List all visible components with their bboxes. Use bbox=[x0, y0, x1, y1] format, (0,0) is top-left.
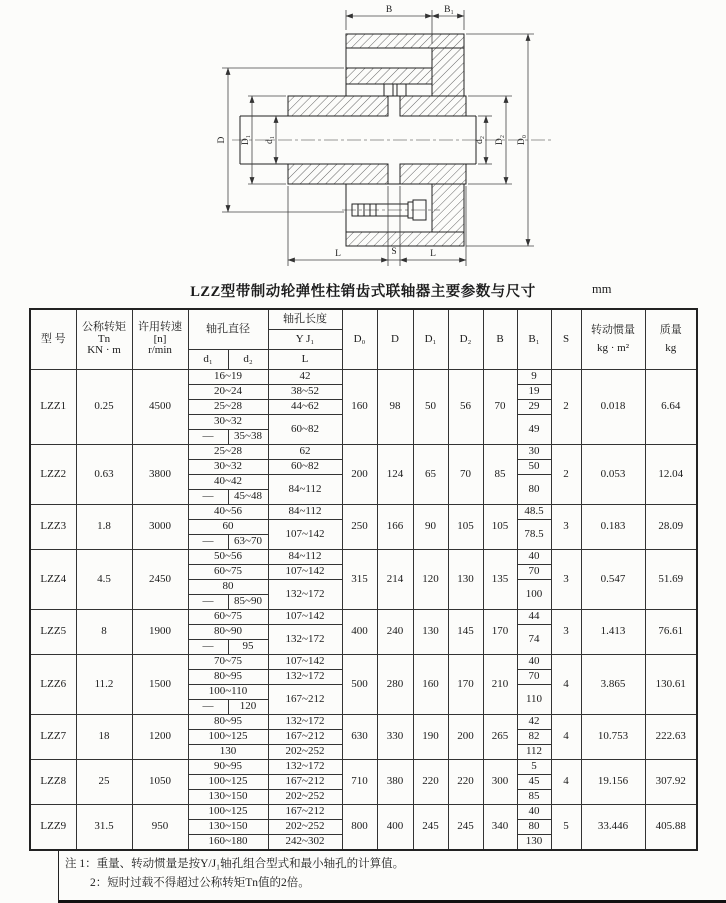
cell-model: LZZ9 bbox=[30, 805, 76, 851]
cell-D0: 800 bbox=[342, 805, 377, 851]
page-title: LZZ型带制动轮弹性柱销齿式联轴器主要参数与尺寸 bbox=[190, 284, 536, 300]
cell-mass: 51.69 bbox=[645, 550, 697, 610]
cell-bore-d: 80~95 bbox=[188, 670, 268, 685]
cell-B: 105 bbox=[483, 505, 517, 550]
cell-D2: 245 bbox=[448, 805, 483, 851]
cell-torque: 1.8 bbox=[76, 505, 132, 550]
cell-torque: 0.25 bbox=[76, 370, 132, 445]
cell-D2: 145 bbox=[448, 610, 483, 655]
cell-torque: 4.5 bbox=[76, 550, 132, 610]
cell-torque: 31.5 bbox=[76, 805, 132, 851]
cell-D: 330 bbox=[377, 715, 413, 760]
cell-D1: 50 bbox=[413, 370, 448, 445]
cell-D2: 56 bbox=[448, 370, 483, 445]
cell-D0: 710 bbox=[342, 760, 377, 805]
header-line: kg bbox=[665, 341, 677, 354]
cell-inertia: 1.413 bbox=[581, 610, 645, 655]
cell-speed: 1500 bbox=[132, 655, 188, 715]
dim-label-D1: D₁ bbox=[241, 134, 251, 146]
cell-B1: 29 bbox=[517, 400, 551, 415]
cell-model: LZZ2 bbox=[30, 445, 76, 505]
cell-bore-d: 60~75 bbox=[188, 565, 268, 580]
cell-B: 265 bbox=[483, 715, 517, 760]
cell-speed: 1200 bbox=[132, 715, 188, 760]
cell-B1: 85 bbox=[517, 790, 551, 805]
dim-label-D: D bbox=[217, 136, 227, 144]
cell-bore-d: 30~32 bbox=[188, 415, 268, 430]
cell-bore-d: 80 bbox=[188, 580, 268, 595]
dim-label-L-right: L bbox=[430, 249, 436, 259]
cell-bore-L: 167~212 bbox=[268, 775, 342, 790]
cell-bore-L: 38~52 bbox=[268, 385, 342, 400]
table-row bbox=[30, 445, 697, 460]
cell-bore-d: 60~75 bbox=[188, 610, 268, 625]
col-header-d1: d₁ bbox=[188, 350, 228, 370]
cell-bore-L: 167~212 bbox=[268, 685, 342, 715]
cell-bore-L: 132~172 bbox=[268, 580, 342, 610]
cell-B1: 44 bbox=[517, 610, 551, 625]
cell-B1: 49 bbox=[517, 415, 551, 445]
cell-model: LZZ6 bbox=[30, 655, 76, 715]
cell-D0: 160 bbox=[342, 370, 377, 445]
cell-mass: 28.09 bbox=[645, 505, 697, 550]
cell-torque: 18 bbox=[76, 715, 132, 760]
cell-inertia: 10.753 bbox=[581, 715, 645, 760]
cell-model: LZZ8 bbox=[30, 760, 76, 805]
cell-bore-d: 30~32 bbox=[188, 460, 268, 475]
col-header-inertia bbox=[581, 309, 645, 370]
table-row bbox=[30, 655, 697, 670]
cell-bore-d: 16~19 bbox=[188, 370, 268, 385]
cell-bore-L: 107~142 bbox=[268, 655, 342, 670]
cell-bore-d1: — bbox=[188, 535, 228, 550]
cell-bore-d2: 35~38 bbox=[228, 430, 268, 445]
cell-model: LZZ4 bbox=[30, 550, 76, 610]
cell-D1: 130 bbox=[413, 610, 448, 655]
cell-bore-d1: — bbox=[188, 490, 228, 505]
cell-bore-L: 84~112 bbox=[268, 475, 342, 505]
cell-inertia: 0.018 bbox=[581, 370, 645, 445]
cell-B1: 50 bbox=[517, 460, 551, 475]
cell-D2: 220 bbox=[448, 760, 483, 805]
cell-D1: 90 bbox=[413, 505, 448, 550]
col-header-model: 型 号 bbox=[30, 309, 76, 370]
col-header-D0: D₀ bbox=[342, 309, 377, 370]
header-line: 许用转速 bbox=[138, 321, 182, 334]
cell-bore-d2: 45~48 bbox=[228, 490, 268, 505]
cell-D1: 190 bbox=[413, 715, 448, 760]
cell-D2: 200 bbox=[448, 715, 483, 760]
cell-bore-d1: — bbox=[188, 595, 228, 610]
cell-torque: 0.63 bbox=[76, 445, 132, 505]
cell-bore-d: 160~180 bbox=[188, 835, 268, 851]
col-header-D: D bbox=[377, 309, 413, 370]
cell-D: 240 bbox=[377, 610, 413, 655]
cell-bore-d: 40~42 bbox=[188, 475, 268, 490]
cell-speed: 4500 bbox=[132, 370, 188, 445]
cell-inertia: 0.053 bbox=[581, 445, 645, 505]
table-row bbox=[30, 610, 697, 625]
cell-speed: 2450 bbox=[132, 550, 188, 610]
cell-B1: 130 bbox=[517, 835, 551, 851]
col-header-D2: D₂ bbox=[448, 309, 483, 370]
cell-D2: 130 bbox=[448, 550, 483, 610]
col-header-mass bbox=[645, 309, 697, 370]
cell-S: 3 bbox=[551, 550, 581, 610]
cell-speed: 1050 bbox=[132, 760, 188, 805]
cell-bore-L: 107~142 bbox=[268, 520, 342, 550]
cell-model: LZZ7 bbox=[30, 715, 76, 760]
cell-B1: 40 bbox=[517, 805, 551, 820]
cell-bore-d2: 85~90 bbox=[228, 595, 268, 610]
header-line: Tn bbox=[97, 332, 111, 345]
col-header-d2: d₂ bbox=[228, 350, 268, 370]
cell-B: 70 bbox=[483, 370, 517, 445]
cell-bore-L: 60~82 bbox=[268, 415, 342, 445]
col-header-YJ1: Y J₁ bbox=[268, 330, 342, 350]
cell-bore-L: 167~212 bbox=[268, 805, 342, 820]
cell-bore-d: 130~150 bbox=[188, 790, 268, 805]
cell-D0: 630 bbox=[342, 715, 377, 760]
dim-label-B1: B₁ bbox=[444, 5, 454, 15]
header-line: r/min bbox=[148, 344, 172, 357]
cell-D1: 120 bbox=[413, 550, 448, 610]
cell-bore-L: 42 bbox=[268, 370, 342, 385]
cell-S: 2 bbox=[551, 370, 581, 445]
table-row bbox=[30, 805, 697, 820]
table-row bbox=[30, 505, 697, 520]
cell-speed: 3000 bbox=[132, 505, 188, 550]
cell-mass: 307.92 bbox=[645, 760, 697, 805]
cell-B1: 70 bbox=[517, 565, 551, 580]
cell-D1: 245 bbox=[413, 805, 448, 851]
cell-D0: 315 bbox=[342, 550, 377, 610]
cell-B1: 74 bbox=[517, 625, 551, 655]
footnote-2: 2：短时过载不得超过公称转矩Tn值的2倍。 bbox=[90, 876, 310, 889]
cell-B: 135 bbox=[483, 550, 517, 610]
cell-bore-d: 80~95 bbox=[188, 715, 268, 730]
cell-D1: 65 bbox=[413, 445, 448, 505]
cell-bore-d: 25~28 bbox=[188, 445, 268, 460]
cell-bore-d2: 120 bbox=[228, 700, 268, 715]
cell-mass: 222.63 bbox=[645, 715, 697, 760]
cell-B1: 19 bbox=[517, 385, 551, 400]
cell-B1: 112 bbox=[517, 745, 551, 760]
cell-B: 170 bbox=[483, 610, 517, 655]
cell-bore-d: 70~75 bbox=[188, 655, 268, 670]
col-header-B: B bbox=[483, 309, 517, 370]
cell-bore-d: 20~24 bbox=[188, 385, 268, 400]
cell-mass: 130.61 bbox=[645, 655, 697, 715]
dim-label-L-left: L bbox=[335, 249, 341, 259]
cell-inertia: 33.446 bbox=[581, 805, 645, 851]
cell-bore-L: 202~252 bbox=[268, 790, 342, 805]
cell-D0: 250 bbox=[342, 505, 377, 550]
cell-D0: 200 bbox=[342, 445, 377, 505]
cell-S: 4 bbox=[551, 655, 581, 715]
cell-S: 2 bbox=[551, 445, 581, 505]
coupling-drawing bbox=[0, 0, 726, 280]
cell-mass: 76.61 bbox=[645, 610, 697, 655]
cell-bore-L: 202~252 bbox=[268, 820, 342, 835]
dim-label-D0: D₀ bbox=[517, 134, 527, 146]
cell-inertia: 3.865 bbox=[581, 655, 645, 715]
center-lines bbox=[232, 140, 552, 210]
cell-B1: 40 bbox=[517, 550, 551, 565]
cell-B1: 9 bbox=[517, 370, 551, 385]
table-row bbox=[30, 760, 697, 775]
cell-D: 400 bbox=[377, 805, 413, 851]
cell-mass: 6.64 bbox=[645, 370, 697, 445]
col-header-S: S bbox=[551, 309, 581, 370]
cell-bore-L: 107~142 bbox=[268, 610, 342, 625]
cell-torque: 11.2 bbox=[76, 655, 132, 715]
table-row bbox=[30, 370, 697, 385]
cell-D2: 70 bbox=[448, 445, 483, 505]
cell-torque: 8 bbox=[76, 610, 132, 655]
cell-mass: 12.04 bbox=[645, 445, 697, 505]
col-header-D1: D₁ bbox=[413, 309, 448, 370]
cell-mass: 405.88 bbox=[645, 805, 697, 851]
footnote-1: 注 1：重量、转动惯量是按Y/J₁轴孔组合型式和最小轴孔的计算值。 bbox=[65, 858, 405, 870]
cell-bore-L: 167~212 bbox=[268, 730, 342, 745]
col-header-speed bbox=[132, 309, 188, 370]
cell-B: 210 bbox=[483, 655, 517, 715]
cell-D0: 400 bbox=[342, 610, 377, 655]
cell-model: LZZ3 bbox=[30, 505, 76, 550]
cell-S: 5 bbox=[551, 805, 581, 851]
cell-D2: 170 bbox=[448, 655, 483, 715]
cell-bore-L: 60~82 bbox=[268, 460, 342, 475]
dim-label-d1: d₁ bbox=[265, 135, 275, 145]
cell-bore-L: 132~172 bbox=[268, 625, 342, 655]
header-line: [n] bbox=[153, 332, 167, 345]
cell-bore-d: 80~90 bbox=[188, 625, 268, 640]
cell-B1: 100 bbox=[517, 580, 551, 610]
header-line: 质量 bbox=[659, 323, 682, 336]
col-header-bore-dia: 轴孔直径 bbox=[188, 309, 268, 350]
cell-speed: 950 bbox=[132, 805, 188, 851]
cell-B1: 40 bbox=[517, 655, 551, 670]
col-header-B1: B₁ bbox=[517, 309, 551, 370]
cell-bore-d2: 63~70 bbox=[228, 535, 268, 550]
cell-B1: 5 bbox=[517, 760, 551, 775]
cell-bore-d: 90~95 bbox=[188, 760, 268, 775]
cell-D: 280 bbox=[377, 655, 413, 715]
header-line: KN · m bbox=[87, 344, 121, 357]
dim-label-S: S bbox=[391, 247, 397, 257]
cell-bore-d: 130~150 bbox=[188, 820, 268, 835]
cell-B: 340 bbox=[483, 805, 517, 851]
footnotes bbox=[58, 851, 726, 903]
cell-bore-L: 62 bbox=[268, 445, 342, 460]
cell-speed: 1900 bbox=[132, 610, 188, 655]
cell-bore-L: 107~142 bbox=[268, 565, 342, 580]
cell-inertia: 0.183 bbox=[581, 505, 645, 550]
cell-S: 4 bbox=[551, 715, 581, 760]
cell-bore-L: 132~172 bbox=[268, 715, 342, 730]
cell-D: 214 bbox=[377, 550, 413, 610]
coupling-section-svg bbox=[0, 0, 726, 280]
table-row bbox=[30, 550, 697, 565]
cell-B1: 45 bbox=[517, 775, 551, 790]
cell-D: 98 bbox=[377, 370, 413, 445]
cell-S: 3 bbox=[551, 610, 581, 655]
cell-D2: 105 bbox=[448, 505, 483, 550]
cell-B1: 78.5 bbox=[517, 520, 551, 550]
cell-bore-d: 100~125 bbox=[188, 730, 268, 745]
cell-B: 85 bbox=[483, 445, 517, 505]
cell-speed: 3800 bbox=[132, 445, 188, 505]
cell-bore-L: 242~302 bbox=[268, 835, 342, 851]
header-line: kg · m² bbox=[596, 341, 630, 354]
cell-B1: 82 bbox=[517, 730, 551, 745]
cell-bore-d: 60 bbox=[188, 520, 268, 535]
cell-torque: 25 bbox=[76, 760, 132, 805]
unit-label: mm bbox=[592, 282, 612, 296]
spec-table-header bbox=[30, 309, 697, 370]
cell-S: 4 bbox=[551, 760, 581, 805]
cell-bore-L: 84~112 bbox=[268, 505, 342, 520]
cell-S: 3 bbox=[551, 505, 581, 550]
spec-table bbox=[29, 308, 698, 851]
cell-B1: 110 bbox=[517, 685, 551, 715]
cell-B1: 48.5 bbox=[517, 505, 551, 520]
table-row bbox=[30, 715, 697, 730]
cell-D1: 220 bbox=[413, 760, 448, 805]
cell-B1: 42 bbox=[517, 715, 551, 730]
spec-table-body bbox=[30, 370, 697, 851]
header-line: 公称转矩 bbox=[82, 321, 126, 334]
cell-D0: 500 bbox=[342, 655, 377, 715]
cell-model: LZZ1 bbox=[30, 370, 76, 445]
col-header-torque bbox=[76, 309, 132, 370]
col-header-bore-len: 轴孔长度 bbox=[268, 309, 342, 330]
dim-label-B: B bbox=[385, 5, 393, 15]
cell-bore-d1: — bbox=[188, 640, 228, 655]
cell-bore-L: 132~172 bbox=[268, 760, 342, 775]
cell-bore-d1: — bbox=[188, 430, 228, 445]
cell-D: 124 bbox=[377, 445, 413, 505]
cell-B1: 80 bbox=[517, 475, 551, 505]
dim-label-D2: D₂ bbox=[495, 134, 505, 146]
cell-D: 166 bbox=[377, 505, 413, 550]
cell-D: 380 bbox=[377, 760, 413, 805]
cell-D1: 160 bbox=[413, 655, 448, 715]
cell-bore-L: 84~112 bbox=[268, 550, 342, 565]
cell-inertia: 19.156 bbox=[581, 760, 645, 805]
cell-bore-d: 100~125 bbox=[188, 805, 268, 820]
cell-bore-d2: 95 bbox=[228, 640, 268, 655]
cell-B1: 70 bbox=[517, 670, 551, 685]
cell-bore-d: 25~28 bbox=[188, 400, 268, 415]
cell-bore-d: 100~125 bbox=[188, 775, 268, 790]
cell-bore-L: 202~252 bbox=[268, 745, 342, 760]
cell-bore-d: 100~110 bbox=[188, 685, 268, 700]
dim-label-d2: d₂ bbox=[475, 135, 485, 145]
title-row bbox=[0, 280, 726, 302]
cell-inertia: 0.547 bbox=[581, 550, 645, 610]
cell-B1: 30 bbox=[517, 445, 551, 460]
cell-B1: 80 bbox=[517, 820, 551, 835]
col-header-L: L bbox=[268, 350, 342, 370]
cell-bore-L: 132~172 bbox=[268, 670, 342, 685]
cell-model: LZZ5 bbox=[30, 610, 76, 655]
cell-bore-d: 50~56 bbox=[188, 550, 268, 565]
cell-bore-L: 44~62 bbox=[268, 400, 342, 415]
header-line: 转动惯量 bbox=[591, 323, 635, 336]
cell-bore-d: 40~56 bbox=[188, 505, 268, 520]
cell-B: 300 bbox=[483, 760, 517, 805]
cell-bore-d: 130 bbox=[188, 745, 268, 760]
cell-bore-d1: — bbox=[188, 700, 228, 715]
